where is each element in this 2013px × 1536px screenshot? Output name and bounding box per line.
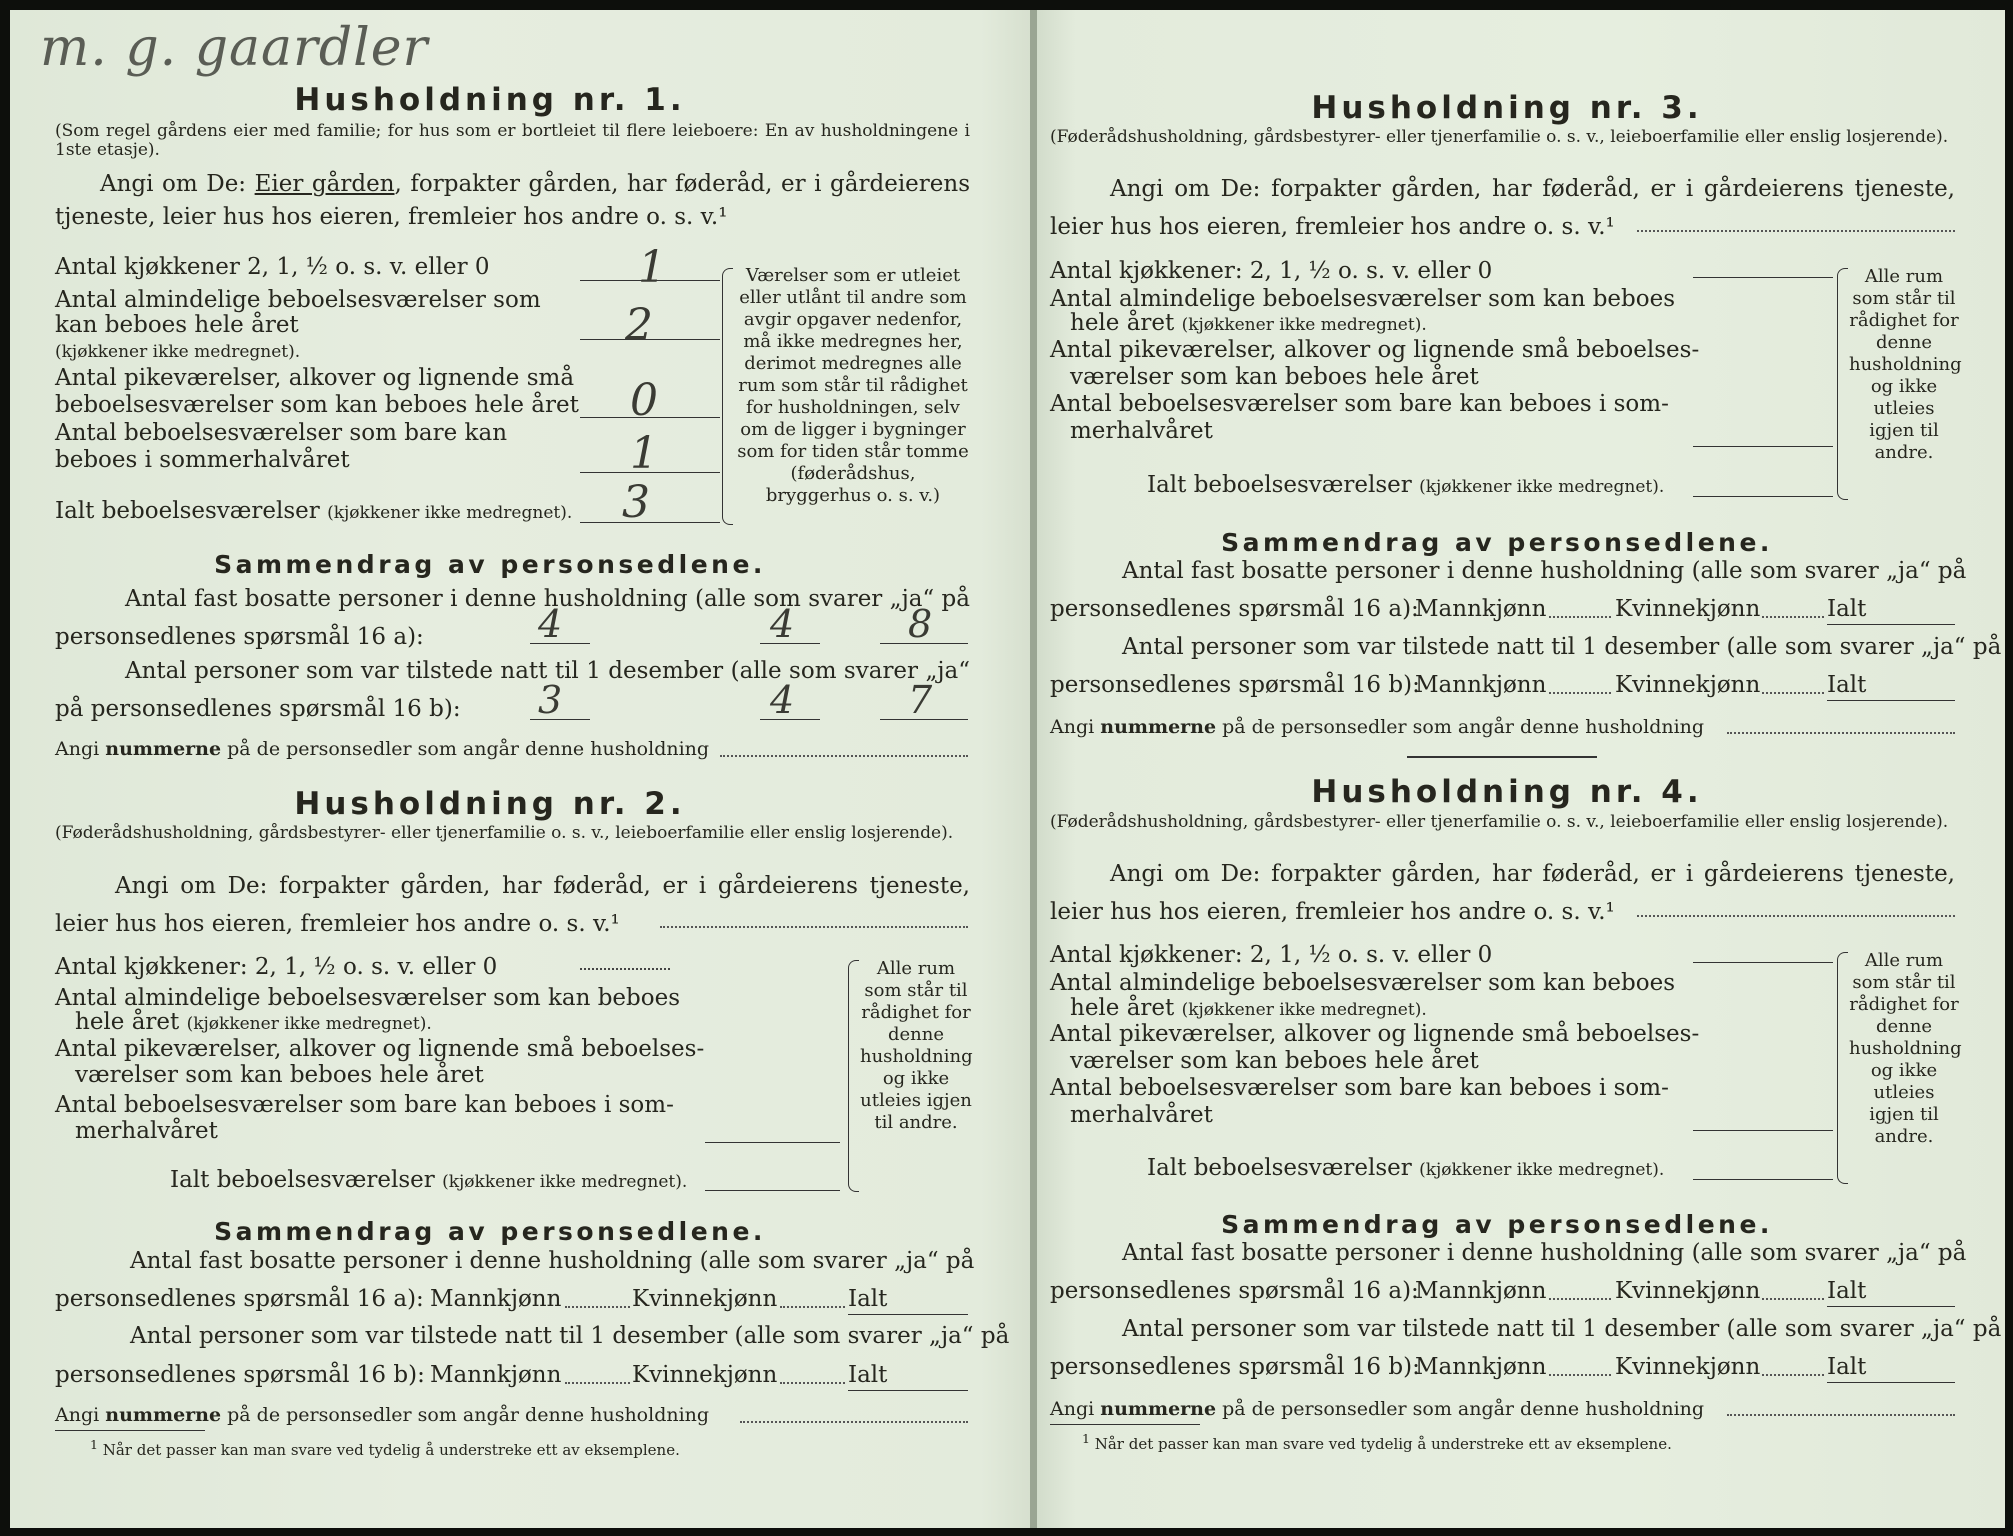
h2-side-note: Alle rum som står til rådighet for denne husholdning og ikke utleies igjen til andre. — [860, 958, 973, 1133]
h4-row-pikevaerelser: Antal pikeværelser, alkover og lignende små beboelses- — [1050, 1021, 1700, 1047]
h3-fast-ialt: Ialt — [1827, 596, 1867, 622]
h4-fast-kvinne: Kvinnekjønn — [1615, 1278, 1761, 1304]
footnote-left: $^1$ Når det passer kan man svare ved tydelig å understreke ett av eksemplene. — [90, 1437, 680, 1459]
h2-bracket — [848, 960, 859, 1192]
h1-fast-fields — [430, 618, 475, 645]
h1-fast-mann: 4 — [538, 602, 563, 646]
h3-tilstede-kvinne: Kvinnekjønn — [1615, 672, 1761, 698]
footnote-right: $^1$ Når det passer kan man svare ved tydelig å understreke ett av eksemplene. — [1082, 1431, 1672, 1453]
h4-tilstede-a: Antal personer som var tilstede natt til 1 desember (alle som svarer „ja“ på — [1122, 1316, 2002, 1342]
household-3-title: Husholdning nr. 3. — [1311, 90, 1703, 126]
h1-sommer-value: 1 — [630, 428, 658, 479]
angi-options: , forpakter gården, har føderåd, er i gårdeierens tjeneste, leier hus hos eieren, fremleier hos andre o. s. v.¹ — [55, 171, 971, 230]
household-2-note: (Føderådshusholdning, gårdsbestyrer- eller tjenerfamilie o. s. v., leieboerfamilie eller enslig losjerende). — [55, 823, 954, 843]
h1-summary-title: Sammendrag av personsedlene. — [214, 550, 766, 579]
h3-tilstede-ialt: Ialt — [1827, 672, 1867, 698]
h3-row-almindelige-b: hele året (kjøkkener ikke medregnet). — [1070, 310, 1427, 336]
h2-fast-kvinne: Kvinnekjønn — [632, 1286, 778, 1312]
h3-fast-a: Antal fast bosatte personer i denne husholdning (alle som svarer „ja“ på — [1122, 558, 1967, 584]
h1-tilstede-mann: 3 — [538, 678, 563, 722]
h2-row-sommer: Antal beboelsesværelser som bare kan beboes i som- — [55, 1092, 674, 1118]
handwritten-title: m. g. gaardler — [40, 18, 429, 78]
h4-tilstede-mann: Mannkjønn — [1415, 1354, 1547, 1380]
h1-tilstede-ialt: 7 — [908, 678, 933, 722]
h3-fast-kvinne: Kvinnekjønn — [1615, 596, 1761, 622]
h3-row-pikevaerelser: Antal pikeværelser, alkover og lignende små beboelses- — [1050, 337, 1700, 363]
h2-row-sommer-b: merhalvåret — [75, 1118, 218, 1144]
h1-row-ialt: Ialt beboelsesværelser (kjøkkener ikke medregnet). — [55, 498, 573, 524]
h4-nummerne: Angi nummerne på de personsedler som angår denne husholdning — [1050, 1398, 1705, 1420]
h2-row-ialt: Ialt beboelsesværelser (kjøkkener ikke medregnet). — [170, 1167, 688, 1193]
h2-row-pikevaerelser-b: værelser som kan beboes hele året — [75, 1062, 484, 1088]
h4-row-ialt: Ialt beboelsesværelser (kjøkkener ikke medregnet). — [1147, 1155, 1665, 1181]
document-spread — [10, 10, 2005, 1528]
h4-tilstede-ialt: Ialt — [1827, 1354, 1867, 1380]
h4-fast-mann: Mannkjønn — [1415, 1278, 1547, 1304]
h4-tilstede-kvinne: Kvinnekjønn — [1615, 1354, 1761, 1380]
h2-fast-mann: Mannkjønn — [430, 1286, 562, 1312]
h2-summary-title: Sammendrag av personsedlene. — [214, 1217, 766, 1246]
h4-row-sommer-b: merhalvåret — [1070, 1102, 1213, 1128]
h1-ialt-value: 3 — [622, 477, 650, 528]
h3-side-note: Alle rum som står til rådighet for denne husholdning og ikke utleies igjen til andre. — [1849, 266, 1962, 463]
h3-row-sommer-b: merhalvåret — [1070, 418, 1213, 444]
h3-row-ialt: Ialt beboelsesværelser (kjøkkener ikke medregnet). — [1147, 472, 1665, 498]
h1-tilstede-kvinne: 4 — [770, 678, 795, 722]
h2-fast-b: personsedlenes spørsmål 16 a): — [55, 1286, 424, 1312]
household-2-title: Husholdning nr. 2. — [294, 786, 686, 822]
h2-tilstede-ialt: Ialt — [848, 1362, 888, 1388]
h1-side-note: Værelser som er utleiet eller utlånt til andre som avgir opgaver nedenfor, må ikke medregnes her, derimot medregnes alle rum som står til rådighet for husholdningen, selv om de ligger i bygninger som for tiden står tomme (føderådshus, bryggerhus o. s. v.) — [737, 265, 969, 506]
h4-bracket — [1837, 952, 1848, 1184]
h2-tilstede-a: Antal personer som var tilstede natt til 1 desember (alle som svarer „ja“ på — [130, 1323, 1010, 1349]
household-1-angi — [55, 168, 970, 234]
h1-fast-ialt: 8 — [908, 602, 933, 646]
h1-fast-kvinne: 4 — [770, 602, 795, 646]
h3-row-pikevaerelser-b: værelser som kan beboes hele året — [1070, 364, 1479, 390]
h3-row-kjokkener: Antal kjøkkener: 2, 1, ½ o. s. v. eller 0 — [1050, 258, 1493, 284]
household-3-angi: Angi om De: forpakter gården, har føderåd, er i gårdeierens tjeneste, leier hus hos eieren, fremleier hos andre o. s. v.¹ — [1050, 176, 1955, 240]
h3-tilstede-a: Antal personer som var tilstede natt til 1 desember (alle som svarer „ja“ på — [1122, 634, 2002, 660]
h2-tilstede-kvinne: Kvinnekjønn — [632, 1362, 778, 1388]
h2-fast-ialt: Ialt — [848, 1286, 888, 1312]
left-page — [10, 10, 1032, 1528]
household-4-title: Husholdning nr. 4. — [1311, 774, 1703, 810]
h1-bracket — [722, 268, 733, 525]
h4-side-note: Alle rum som står til rådighet for denne husholdning og ikke utleies igjen til andre. — [1849, 950, 1962, 1147]
h1-ialt-line — [580, 522, 720, 523]
household-4-angi: Angi om De: forpakter gården, har føderåd, er i gårdeierens tjeneste, leier hus hos eieren, fremleier hos andre o. s. v.¹ — [1050, 861, 1955, 925]
right-page — [1037, 10, 2005, 1528]
h3-bracket — [1837, 268, 1848, 500]
h1-row-pikevaerelser: Antal pikeværelser, alkover og lignende små beboelsesværelser som kan beboes hele året — [55, 365, 579, 418]
angi-label: Angi om De: — [100, 171, 247, 197]
h1-almindelige-value: 2 — [625, 300, 653, 351]
angi-eier-underlined: Eier gården — [254, 171, 395, 197]
h1-nummerne: Angi nummerne på de personsedler som angår denne husholdning — [55, 738, 710, 760]
h3-tilstede-b: personsedlenes spørsmål 16 b): — [1050, 672, 1420, 698]
h2-row-kjokkener: Antal kjøkkener: 2, 1, ½ o. s. v. eller 0 — [55, 954, 498, 980]
h4-tilstede-b: personsedlenes spørsmål 16 b): — [1050, 1354, 1420, 1380]
h3-summary-title: Sammendrag av personsedlene. — [1221, 528, 1773, 557]
h4-summary-title: Sammendrag av personsedlene. — [1221, 1210, 1773, 1239]
h1-fast: Antal fast bosatte personer i denne husholdning (alle som svarer „ja“ på personsedlenes spørsmål 16 a): — [55, 586, 970, 650]
h4-row-pikevaerelser-b: værelser som kan beboes hele året — [1070, 1048, 1479, 1074]
household-2-angi: Angi om De: forpakter gården, har føderåd, er i gårdeierens tjeneste, leier hus hos eieren, fremleier hos andre o. s. v.¹ — [55, 873, 970, 937]
h4-fast-ialt: Ialt — [1827, 1278, 1867, 1304]
h4-row-sommer: Antal beboelsesværelser som bare kan beboes i som- — [1050, 1075, 1669, 1101]
h1-row-almindelige: Antal almindelige beboelsesværelser som kan beboes hele året (kjøkkener ikke medregnet). — [55, 287, 541, 362]
h2-nummerne: Angi nummerne på de personsedler som angår denne husholdning — [55, 1404, 710, 1426]
h2-tilstede-b: personsedlenes spørsmål 16 b): — [55, 1362, 425, 1388]
h1-kjokkener-value: 1 — [638, 242, 666, 293]
h2-row-almindelige: Antal almindelige beboelsesværelser som kan beboes — [55, 985, 681, 1011]
h2-tilstede-mann: Mannkjønn — [430, 1362, 562, 1388]
h1-tilstede: Antal personer som var tilstede natt til 1 desember (alle som svarer „ja“ på personsedlenes spørsmål 16 b): — [55, 658, 970, 722]
h1-row-kjokkener: Antal kjøkkener 2, 1, ½ o. s. v. eller 0 — [55, 254, 490, 280]
h3-row-almindelige: Antal almindelige beboelsesværelser som kan beboes — [1050, 286, 1676, 312]
h1-row-sommer: Antal beboelsesværelser som bare kan beboes i sommerhalvåret — [55, 420, 508, 473]
h4-row-kjokkener: Antal kjøkkener: 2, 1, ½ o. s. v. eller 0 — [1050, 942, 1493, 968]
h3-nummerne: Angi nummerne på de personsedler som angår denne husholdning — [1050, 716, 1705, 738]
h4-row-almindelige-b: hele året (kjøkkener ikke medregnet). — [1070, 995, 1427, 1021]
section-divider — [1407, 756, 1597, 758]
household-4-note: (Føderådshusholdning, gårdsbestyrer- eller tjenerfamilie o. s. v., leieboerfamilie eller enslig losjerende). — [1050, 812, 1949, 832]
h4-row-almindelige: Antal almindelige beboelsesværelser som kan beboes — [1050, 970, 1676, 996]
h3-fast-b: personsedlenes spørsmål 16 a): — [1050, 596, 1419, 622]
h3-row-sommer: Antal beboelsesværelser som bare kan beboes i som- — [1050, 391, 1669, 417]
h3-fast-mann: Mannkjønn — [1415, 596, 1547, 622]
household-1-note: (Som regel gårdens eier med familie; for hus som er bortleiet til flere leieboere: En av husholdningene i 1ste etasje). — [55, 121, 970, 160]
h2-row-almindelige-b: hele året (kjøkkener ikke medregnet). — [75, 1009, 432, 1035]
h1-pikevaerelser-value: 0 — [630, 375, 658, 426]
h2-fast-a: Antal fast bosatte personer i denne husholdning (alle som svarer „ja“ på — [130, 1248, 975, 1274]
h2-row-pikevaerelser: Antal pikeværelser, alkover og lignende små beboelses- — [55, 1036, 705, 1062]
h4-fast-a: Antal fast bosatte personer i denne husholdning (alle som svarer „ja“ på — [1122, 1240, 1967, 1266]
h3-tilstede-mann: Mannkjønn — [1415, 672, 1547, 698]
household-1-title: Husholdning nr. 1. — [294, 82, 686, 118]
h4-fast-b: personsedlenes spørsmål 16 a): — [1050, 1278, 1419, 1304]
household-3-note: (Føderådshusholdning, gårdsbestyrer- eller tjenerfamilie o. s. v., leieboerfamilie eller enslig losjerende). — [1050, 127, 1949, 147]
